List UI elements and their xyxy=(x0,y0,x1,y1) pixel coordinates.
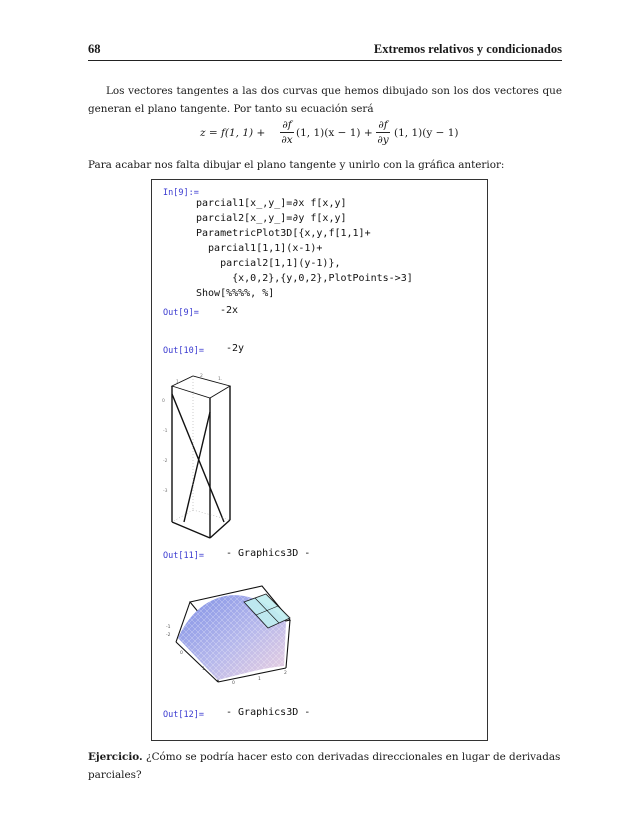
output-value-12: - Graphics3D - xyxy=(226,707,311,718)
svg-text:-1: -1 xyxy=(163,429,168,434)
svg-text:-2: -2 xyxy=(166,633,171,638)
svg-text:-2: -2 xyxy=(163,459,168,464)
output-value-11: - Graphics3D - xyxy=(226,548,311,559)
partial-fraction-y xyxy=(376,118,390,147)
code-line: ParametricPlot3D[{x,y,f[1,1]+ xyxy=(196,228,371,239)
output-value-9: -2x xyxy=(220,305,239,316)
exercise-label: Ejercicio. xyxy=(88,751,143,763)
output-label-10: Out[10]= xyxy=(163,346,204,356)
svg-text:0: 0 xyxy=(162,399,165,404)
page-number: 68 xyxy=(88,42,101,56)
svg-text:-3: -3 xyxy=(163,489,168,494)
fraction-numerator: ∂f xyxy=(280,118,294,133)
svg-text:2: 2 xyxy=(200,374,203,379)
tangent-plane-equation xyxy=(200,118,460,152)
fraction-numerator: ∂f xyxy=(376,118,390,133)
equation-term1: (1, 1)(x − 1) + xyxy=(296,127,373,139)
svg-text:0: 0 xyxy=(180,651,183,656)
surface-and-tangent-plane-plot xyxy=(162,572,312,702)
mathematica-notebook xyxy=(151,179,488,741)
exercise-text: ¿Cómo se podría hacer esto con derivadas direccionales en lugar de derivadas parciales? xyxy=(88,751,561,781)
paragraph-tangent-vectors: Los vectores tangentes a las dos curvas que hemos dibujado son los dos vectores que generan el plano tangente. Por tanto su ecuación será xyxy=(88,85,562,115)
equation-term2: (1, 1)(y − 1) xyxy=(394,127,459,139)
exercise-paragraph xyxy=(88,748,562,784)
svg-text:2: 2 xyxy=(284,671,287,676)
page-header xyxy=(88,42,562,60)
fraction-denominator: ∂x xyxy=(281,134,293,146)
code-line: parcial2[x_,y_]=∂y f[x,y] xyxy=(196,213,347,224)
output-label-11: Out[11]= xyxy=(163,551,204,561)
chapter-title: Extremos relativos y condicionados xyxy=(373,42,562,56)
code-line: parcial2[1,1](y-1)}, xyxy=(196,258,341,269)
svg-text:1.: 1. xyxy=(176,380,181,385)
fraction-denominator: ∂y xyxy=(377,134,389,146)
paragraph-draw-plane: Para acabar nos falta dibujar el plano tangente y unirlo con la gráfica anterior: xyxy=(88,159,505,171)
header-rule xyxy=(88,60,562,61)
svg-text:0: 0 xyxy=(232,681,235,686)
partial-fraction-x xyxy=(280,118,294,147)
code-line: {x,0,2},{y,0,2},PlotPoints->3] xyxy=(196,273,413,284)
svg-text:1: 1 xyxy=(202,667,205,672)
output-label-12: Out[12]= xyxy=(163,710,204,720)
input-label: In[9]:= xyxy=(163,188,199,198)
code-line: parcial1[1,1](x-1)+ xyxy=(196,243,323,254)
svg-text:1.: 1. xyxy=(218,377,223,382)
output-label-9: Out[9]= xyxy=(163,308,199,318)
equation-lhs: z = f(1, 1) + xyxy=(200,127,266,139)
svg-text:-1: -1 xyxy=(166,625,171,630)
code-line: parcial1[x_,y_]=∂x f[x,y] xyxy=(196,198,347,209)
tangent-lines-box-plot xyxy=(160,372,280,552)
code-block xyxy=(196,196,413,301)
svg-text:1: 1 xyxy=(258,677,261,682)
output-value-10: -2y xyxy=(226,343,245,354)
code-line: Show[%%%%, %] xyxy=(196,288,275,299)
